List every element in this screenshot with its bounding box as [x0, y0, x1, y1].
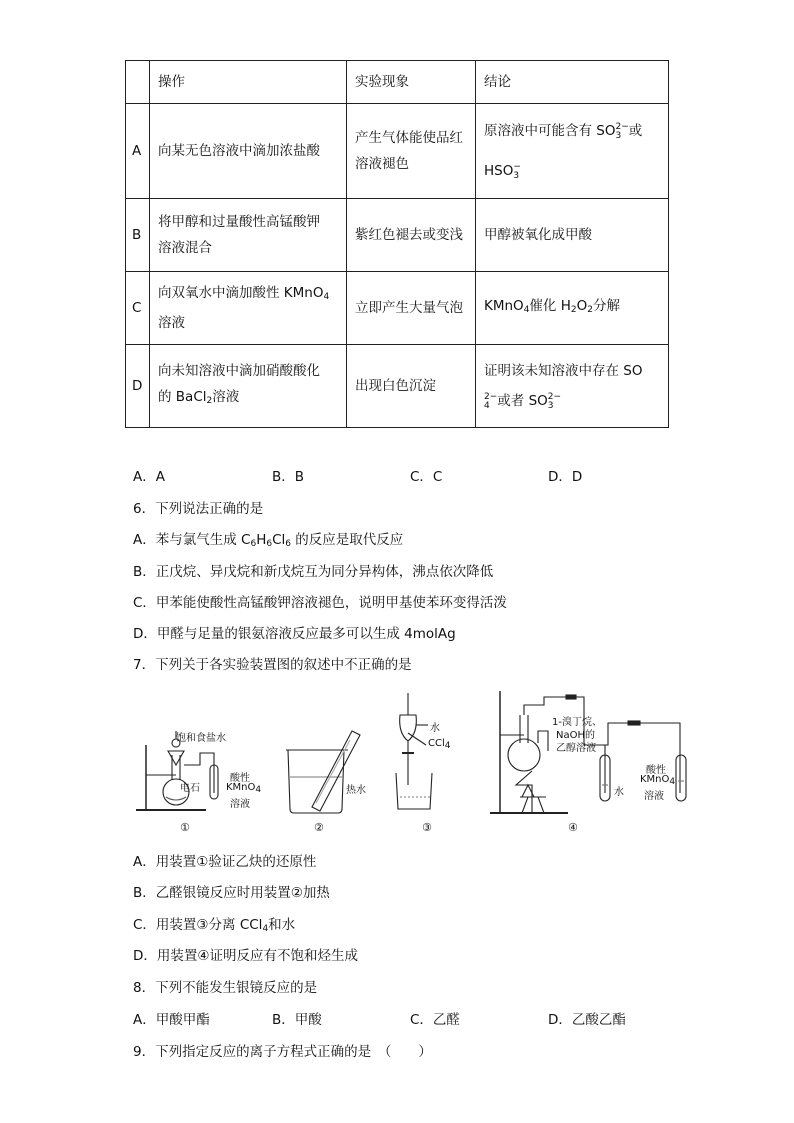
conclusion-cell — [476, 272, 669, 345]
apparatus-number-3: ③ — [422, 821, 432, 834]
table-header-cell: 操作 — [150, 61, 347, 104]
superscript: 2− — [484, 392, 498, 402]
cell-text: 溶液混合 — [158, 240, 212, 256]
table-row — [126, 272, 669, 345]
option-text: H — [256, 532, 267, 548]
q7-stem: 7．下列关于各实验装置图的叙述中不正确的是 — [133, 657, 412, 673]
cell-text: 将甲醇和过量酸性高锰酸钾 — [158, 214, 320, 230]
conclusion-cell — [476, 104, 669, 199]
q6-option-a[interactable] — [133, 528, 403, 549]
cell-line — [158, 384, 338, 414]
cell-text: 向双氧水中滴加酸性 KMnO — [158, 285, 324, 301]
option-text: A．苯与氯气生成 C — [133, 532, 251, 548]
cell-text: 原溶液中可能含有 SO — [484, 123, 616, 139]
option-text: Cl — [272, 532, 286, 548]
cell-text: 溶液褪色 — [355, 156, 409, 172]
table-header-cell: 实验现象 — [347, 61, 476, 104]
phenomenon-cell: 立即产生大量气泡 — [347, 272, 476, 345]
phenomenon-cell: 紫红色褪去或变浅 — [347, 199, 476, 272]
label-brine: 饱和食盐水 — [176, 733, 226, 744]
label-water-2: 水 — [614, 787, 624, 798]
conclusion-cell: 甲醇被氧化成甲酸 — [476, 199, 669, 272]
table-header-cell: 结论 — [476, 61, 669, 104]
cell-text: 向某无色溶液中滴加浓盐酸 — [158, 143, 320, 159]
phenomenon-cell — [347, 104, 476, 199]
q9-stem: 9．下列指定反应的离子方程式正确的是 （ ） — [133, 1044, 432, 1060]
q5-option-d[interactable]: D．D — [548, 469, 583, 485]
apparatus-drawing — [128, 685, 708, 835]
label-ccl4 — [428, 738, 450, 751]
label-text: KMnO — [226, 782, 256, 793]
cell-text: HSO — [484, 163, 514, 179]
subscript: 2 — [206, 396, 213, 406]
cell-text: 分解 — [592, 298, 620, 314]
cell-text: 溶液 — [158, 315, 185, 331]
label-kmno4 — [226, 782, 261, 795]
q6-option-b[interactable]: B．正戊烷、异戊烷和新戊烷互为同分异构体，沸点依次降低 — [133, 564, 494, 580]
subscript: 2 — [587, 305, 593, 315]
subscript: 6 — [285, 539, 291, 549]
cell-text: 的 BaCl — [158, 389, 207, 405]
apparatus-number-2: ② — [314, 821, 324, 834]
label-solution-2: 溶液 — [644, 791, 664, 802]
operation-cell — [150, 199, 347, 272]
superscript: − — [513, 162, 521, 172]
cell-line — [158, 280, 338, 310]
q7-option-d[interactable]: D．用装置④证明反应有不饱和烃生成 — [133, 948, 358, 964]
table-row — [126, 104, 669, 199]
superscript: 2− — [547, 392, 562, 402]
q7-option-c[interactable] — [133, 913, 295, 934]
experiment-table — [125, 60, 669, 428]
table-row — [126, 199, 669, 272]
operation-cell — [150, 272, 347, 345]
label-text: KMnO — [640, 774, 670, 785]
subscript: 3 — [547, 401, 554, 411]
subscript: 3 — [513, 171, 520, 181]
row-label: D — [126, 345, 150, 428]
row-label: A — [126, 104, 150, 199]
apparatus-number-4: ④ — [568, 821, 578, 834]
option-text: 和水 — [268, 917, 296, 933]
subscript: 4 — [523, 305, 530, 315]
apparatus-number-1: ① — [180, 821, 190, 834]
conclusion-cell — [476, 345, 669, 428]
row-label: C — [126, 272, 150, 345]
label-ethanol-solution: 乙醇溶液 — [556, 743, 596, 754]
table-header-cell — [126, 61, 150, 104]
subscript: 4 — [262, 924, 269, 934]
q5-option-a[interactable]: A．A — [133, 469, 165, 485]
label-text: CCl — [428, 738, 445, 749]
q8-option-d[interactable]: D．乙酸乙酯 — [548, 1012, 626, 1028]
label-water: 水 — [430, 723, 440, 734]
phenomenon-cell: 出现白色沉淀 — [347, 345, 476, 428]
table-header-row — [126, 61, 669, 104]
cell-text: 催化 H — [529, 298, 571, 314]
subscript: 2 — [570, 305, 577, 315]
cell-text: 向未知溶液中滴加硝酸酸化 — [158, 363, 320, 379]
cell-text: KMnO — [484, 298, 524, 314]
cell-text: 证明该未知溶液中存在 SO — [484, 363, 643, 379]
cell-line — [484, 388, 660, 414]
q7-option-b[interactable]: B．乙醛银镜反应时用装置②加热 — [133, 885, 330, 901]
cell-text: 产生气体能使品红 — [355, 130, 463, 146]
label-acidic: 酸性 — [230, 773, 250, 784]
q7-option-a[interactable]: A．用装置①验证乙炔的还原性 — [133, 854, 317, 870]
q8-stem: 8．下列不能发生银镜反应的是 — [133, 980, 318, 996]
cell-text: 溶液 — [212, 389, 240, 405]
cell-text: 或 — [628, 123, 643, 139]
label-naoh: NaOH的 — [556, 730, 595, 741]
table-row — [126, 345, 669, 428]
label-kmno4-2 — [640, 774, 675, 787]
subscript: 4 — [323, 292, 330, 302]
option-text: 的反应是取代反应 — [291, 532, 404, 548]
subscript: 4 — [444, 741, 451, 751]
q8-option-b[interactable]: B．甲酸 — [272, 1012, 322, 1028]
subscript: 6 — [250, 539, 257, 549]
label-hot-water: 热水 — [346, 785, 366, 796]
row-label: B — [126, 199, 150, 272]
subscript: 4 — [255, 785, 262, 795]
q6-stem: 6．下列说法正确的是 — [133, 501, 264, 517]
q6-option-d[interactable]: D．甲醛与足量的银氨溶液反应最多可以生成 4molAg — [133, 626, 456, 642]
label-acidic-2: 酸性 — [646, 765, 666, 776]
subscript: 6 — [266, 539, 273, 549]
q6-option-c[interactable]: C．甲苯能使酸性高锰酸钾溶液褪色，说明甲基使苯环变得活泼 — [133, 595, 507, 611]
option-text: C．用装置③分离 CCl — [133, 917, 263, 933]
cell-text: 或者 SO — [497, 393, 548, 409]
q8-option-a[interactable]: A．甲酸甲酯 — [133, 1012, 210, 1028]
subscript: 4 — [669, 777, 676, 787]
cell-line — [484, 158, 660, 184]
operation-cell — [150, 345, 347, 428]
superscript: 2− — [615, 122, 629, 132]
apparatus-figure — [128, 685, 708, 835]
subscript: 3 — [615, 131, 622, 141]
q8-option-c[interactable]: C．乙醛 — [410, 1012, 460, 1028]
cell-text: O — [576, 298, 588, 314]
label-solution: 溶液 — [230, 799, 250, 810]
label-bromobutane: 1-溴丁烷、 — [552, 717, 602, 728]
q5-option-c[interactable]: C．C — [410, 469, 443, 485]
operation-cell — [150, 104, 347, 199]
label-carbide: 电石 — [180, 783, 200, 794]
q5-option-b[interactable]: B．B — [272, 469, 305, 485]
subscript: 4 — [484, 401, 490, 411]
cell-line — [484, 118, 660, 144]
